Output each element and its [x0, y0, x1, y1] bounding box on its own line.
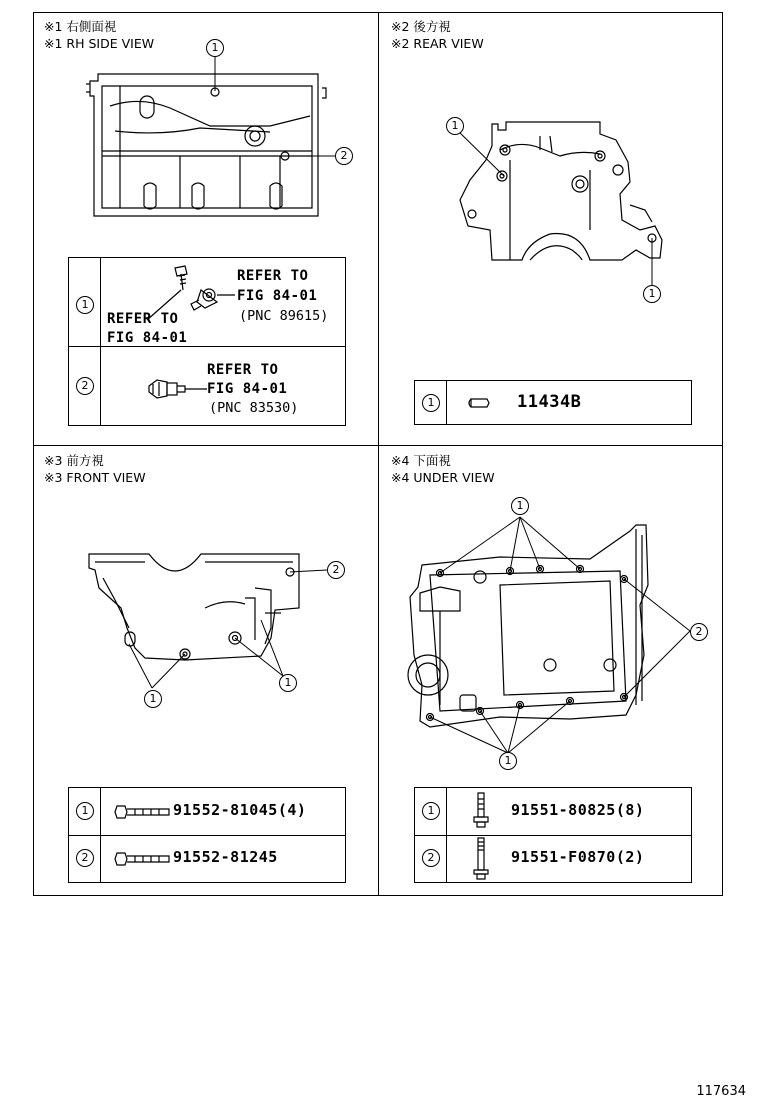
- rh-row2-refer-line2: FIG 84-01: [207, 381, 288, 397]
- rh-side-view-drawing: [80, 36, 340, 226]
- front-row1-number: 1: [76, 802, 94, 820]
- rh-row1-refer-b-line2: FIG 84-01: [107, 330, 188, 346]
- under-row1-number: 1: [422, 802, 440, 820]
- under-table-row-divider: [415, 835, 691, 836]
- callout-2-front: 2: [327, 561, 345, 579]
- panel-under-title-en: ※4 UNDER VIEW: [391, 470, 495, 485]
- rh-row2-part-drawing: [145, 374, 215, 404]
- rh-row2-number: 2: [76, 377, 94, 395]
- panel-rear-title-jp: ※2 後方視: [391, 19, 451, 34]
- callout-1-rear-top: 1: [446, 117, 464, 135]
- panel-front-title-jp: ※3 前方視: [44, 453, 104, 468]
- rear-parts-table: [414, 380, 692, 425]
- front-table-row-divider: [69, 835, 345, 836]
- diagram-id: 117634: [696, 1084, 746, 1099]
- rh-table-num-column: [69, 258, 101, 425]
- callout-1-rh: 1: [206, 39, 224, 57]
- rh-row2-refer-line3: (PNC 83530): [209, 400, 299, 416]
- rh-parts-table: [68, 257, 346, 426]
- front-row2-number: 2: [76, 849, 94, 867]
- callout-2-rh: 2: [335, 147, 353, 165]
- panel-front-title: [44, 452, 146, 486]
- under-row2-bolt-drawing: [471, 836, 491, 882]
- rear-row1-number: 1: [422, 394, 440, 412]
- front-row1-part-number: 91552-81045(4): [173, 801, 307, 819]
- callout-1-front-left: 1: [144, 690, 162, 708]
- front-view-drawing: [85, 548, 335, 718]
- rear-row1-part-drawing: [467, 394, 503, 412]
- under-row1-bolt-drawing: [471, 791, 491, 831]
- under-row1-part-number: 91551-80825(8): [511, 801, 645, 819]
- callout-1-rear-bottom: 1: [643, 285, 661, 303]
- panel-under-title: [391, 452, 495, 486]
- front-row2-part-number: 91552-81245: [173, 848, 278, 866]
- panel-rear-title-en: ※2 REAR VIEW: [391, 36, 484, 51]
- rear-row1-part-number: 11434B: [517, 392, 582, 412]
- callout-1-under-top: 1: [511, 497, 529, 515]
- rh-row2-refer-line1: REFER TO: [207, 362, 279, 378]
- panel-rh-title-jp: ※1 右側面視: [44, 19, 117, 34]
- rh-row1-refer-a-line1: REFER TO: [237, 268, 309, 284]
- callout-1-under-bottom: 1: [499, 752, 517, 770]
- rh-row1-refer-a-line2: FIG 84-01: [237, 288, 318, 304]
- vertical-divider: [378, 12, 379, 896]
- rear-view-drawing: [440, 110, 680, 310]
- under-parts-table: [414, 787, 692, 883]
- front-row2-bolt-drawing: [113, 849, 173, 869]
- panel-front-title-en: ※3 FRONT VIEW: [44, 470, 146, 485]
- horizontal-divider: [33, 445, 723, 446]
- rh-row1-refer-a-line3: (PNC 89615): [239, 308, 329, 324]
- under-row2-part-number: 91551-F0870(2): [511, 848, 645, 866]
- front-parts-table: [68, 787, 346, 883]
- rh-row1-number: 1: [76, 296, 94, 314]
- callout-1-front-right: 1: [279, 674, 297, 692]
- under-row2-number: 2: [422, 849, 440, 867]
- panel-rh-title-en: ※1 RH SIDE VIEW: [44, 36, 155, 51]
- rh-row1-refer-b-line1: REFER TO: [107, 311, 179, 327]
- callout-2-under: 2: [690, 623, 708, 641]
- panel-under-title-jp: ※4 下面視: [391, 453, 451, 468]
- front-row1-bolt-drawing: [113, 802, 173, 822]
- under-view-drawing: [400, 505, 700, 775]
- panel-rear-title: [391, 18, 484, 52]
